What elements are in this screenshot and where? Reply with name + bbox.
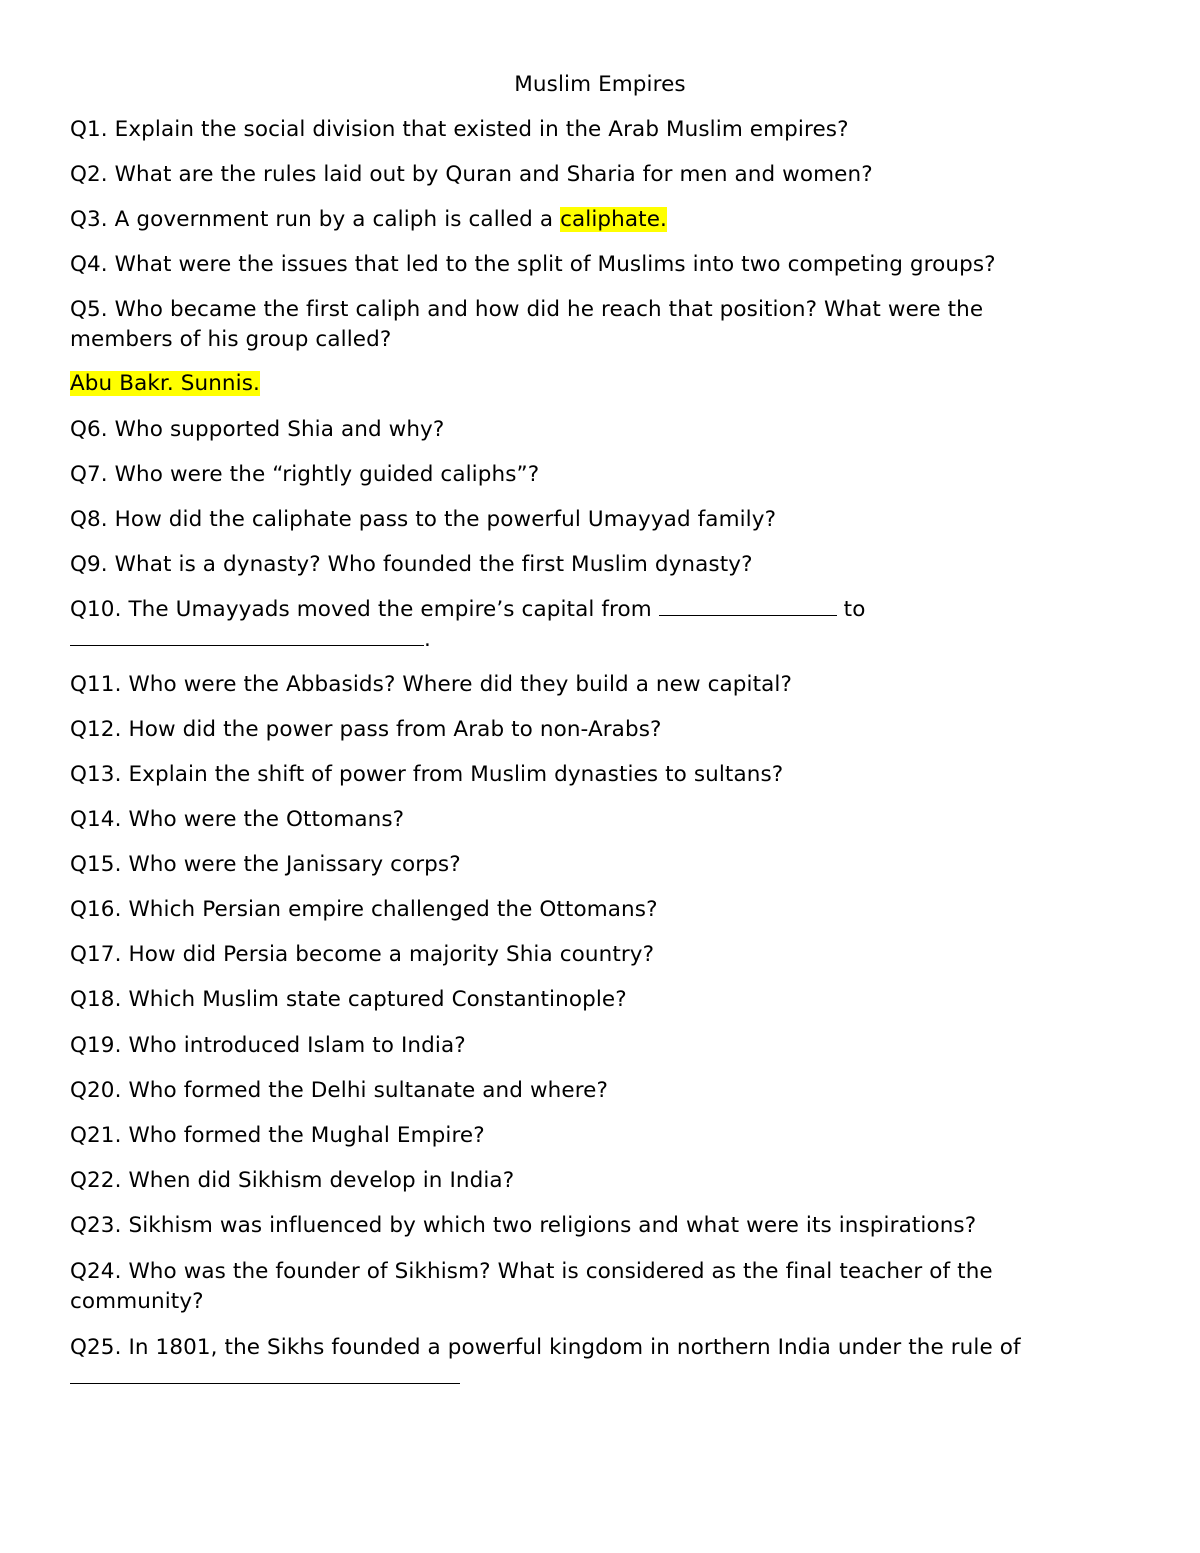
- question-24-line-2: community?: [70, 1289, 204, 1314]
- question-20: Q20. Who formed the Delhi sultanate and where?: [70, 1078, 608, 1103]
- answer-blank: [659, 595, 837, 616]
- question-10-end: .: [424, 627, 431, 652]
- question-19: Q19. Who introduced Islam to India?: [70, 1033, 466, 1058]
- question-5-line-1: Q5. Who became the first caliph and how did he reach that position? What were the: [70, 297, 984, 322]
- question-16: Q16. Which Persian empire challenged the Ottomans?: [70, 897, 658, 922]
- answer-blank: [70, 625, 424, 646]
- question-5-answer-highlight: Abu Bakr. Sunnis.: [70, 371, 260, 396]
- question-18: Q18. Which Muslim state captured Constantinople?: [70, 987, 627, 1012]
- question-10-to: to: [836, 597, 866, 622]
- question-3-text: Q3. A government run by a caliph is called a: [70, 207, 561, 232]
- question-4: Q4. What were the issues that led to the split of Muslims into two competing groups?: [70, 252, 996, 277]
- document-title: Muslim Empires: [514, 72, 686, 97]
- question-13: Q13. Explain the shift of power from Muslim dynasties to sultans?: [70, 762, 784, 787]
- question-25: Q25. In 1801, the Sikhs founded a powerful kingdom in northern India under the rule of: [70, 1335, 1021, 1360]
- question-15: Q15. Who were the Janissary corps?: [70, 852, 461, 877]
- question-12: Q12. How did the power pass from Arab to non-Arabs?: [70, 717, 662, 742]
- question-8: Q8. How did the caliphate pass to the powerful Umayyad family?: [70, 507, 777, 532]
- question-3-answer-highlight: caliphate.: [560, 207, 667, 232]
- question-22: Q22. When did Sikhism develop in India?: [70, 1168, 515, 1193]
- answer-blank: [70, 1363, 460, 1384]
- question-10-text: Q10. The Umayyads moved the empire’s capital from: [70, 597, 659, 622]
- question-5-line-2: members of his group called?: [70, 327, 392, 352]
- question-10-line-1: [70, 595, 865, 625]
- question-5-answer: [70, 369, 260, 399]
- question-2: Q2. What are the rules laid out by Quran and Sharia for men and women?: [70, 162, 873, 187]
- question-6: Q6. Who supported Shia and why?: [70, 417, 445, 442]
- question-7: Q7. Who were the “rightly guided caliphs”?: [70, 462, 540, 487]
- question-3: [70, 205, 667, 235]
- question-1: Q1. Explain the social division that existed in the Arab Muslim empires?: [70, 117, 849, 142]
- question-9: Q9. What is a dynasty? Who founded the first Muslim dynasty?: [70, 552, 753, 577]
- question-10-line-2: [70, 625, 431, 655]
- question-25-blank-line: [70, 1363, 460, 1393]
- question-11: Q11. Who were the Abbasids? Where did they build a new capital?: [70, 672, 793, 697]
- question-21: Q21. Who formed the Mughal Empire?: [70, 1123, 485, 1148]
- question-23: Q23. Sikhism was influenced by which two religions and what were its inspirations?: [70, 1213, 977, 1238]
- question-14: Q14. Who were the Ottomans?: [70, 807, 405, 832]
- question-24-line-1: Q24. Who was the founder of Sikhism? What is considered as the final teacher of the: [70, 1259, 993, 1284]
- question-17: Q17. How did Persia become a majority Shia country?: [70, 942, 655, 967]
